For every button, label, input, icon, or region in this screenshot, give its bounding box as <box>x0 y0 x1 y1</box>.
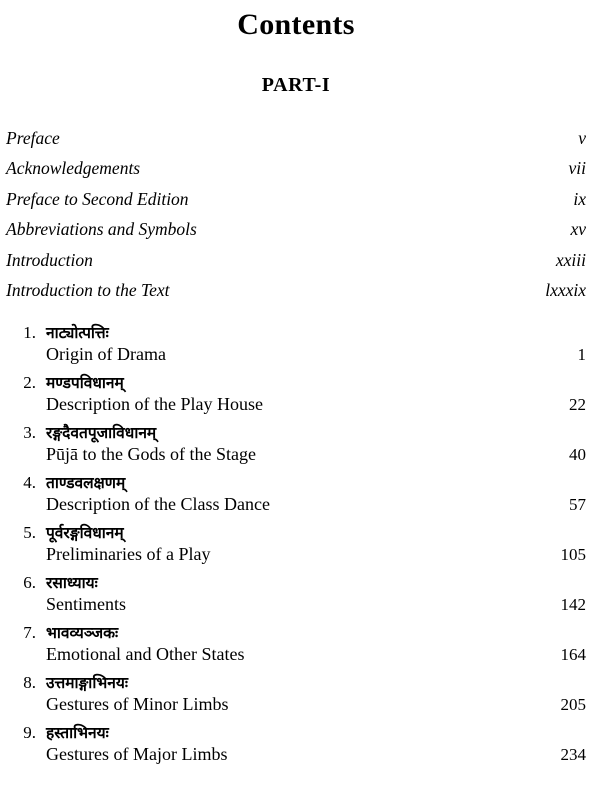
front-matter-label: Acknowledgements <box>6 158 141 178</box>
chapter-sanskrit-title: रसाध्यायः <box>46 573 98 592</box>
chapter-number: 6. <box>23 572 36 592</box>
front-matter-page: xv <box>570 219 586 239</box>
front-matter-page: v <box>578 127 586 148</box>
chapter-english-row <box>6 744 586 766</box>
part-heading: PART-I <box>261 74 331 96</box>
chapter-number: 2. <box>23 372 36 392</box>
chapter-entry <box>6 672 586 716</box>
chapter-sanskrit-title: हस्ताभिनयः <box>46 723 109 742</box>
chapter-page-number: 234 <box>560 745 586 765</box>
chapter-sanskrit-row <box>6 672 586 693</box>
front-matter-list <box>6 123 586 306</box>
chapter-sanskrit-row <box>6 622 586 643</box>
chapter-sanskrit-title: पूर्वरङ्गविधानम् <box>46 523 124 542</box>
chapter-sanskrit-title: मण्डपविधानम् <box>46 373 124 392</box>
chapter-number: 4. <box>23 472 36 492</box>
chapter-entry <box>6 572 586 616</box>
chapter-page-number: 57 <box>569 495 586 515</box>
chapter-entry <box>6 472 586 516</box>
chapter-sanskrit-row <box>6 572 586 593</box>
front-matter-entry <box>6 154 586 185</box>
chapter-entry <box>6 622 586 666</box>
chapter-page-number: 205 <box>560 695 586 715</box>
chapter-sanskrit-title: भावव्यञ्जकः <box>46 623 119 642</box>
chapter-number: 1. <box>23 323 36 342</box>
chapter-entry <box>6 372 586 416</box>
chapter-list <box>6 322 586 766</box>
chapter-sanskrit-row <box>6 522 586 543</box>
chapter-entry <box>6 522 586 566</box>
front-matter-label: Preface <box>6 127 60 148</box>
chapter-english-row <box>6 544 586 566</box>
chapter-english-row <box>6 394 586 416</box>
chapter-number: 8. <box>23 672 36 692</box>
chapter-english-title: Gestures of Major Limbs <box>46 744 228 765</box>
chapter-english-row <box>6 344 586 366</box>
page-title: Contents <box>237 8 355 41</box>
front-matter-label: Preface to Second Edition <box>6 188 189 209</box>
chapter-number: 9. <box>23 722 36 742</box>
chapter-page-number: 40 <box>569 445 586 465</box>
chapter-english-title: Description of the Class Dance <box>46 494 270 515</box>
front-matter-entry <box>6 215 586 246</box>
contents-page <box>0 6 600 796</box>
front-matter-page: xxiii <box>555 249 586 270</box>
front-matter-entry <box>6 276 586 307</box>
chapter-english-title: Description of the Play House <box>46 394 263 415</box>
front-matter-entry <box>6 245 586 276</box>
chapter-english-row <box>6 494 586 516</box>
chapter-number: 3. <box>23 422 36 442</box>
chapter-english-title: Preliminaries of a Play <box>46 544 211 565</box>
front-matter-page: lxxxix <box>545 280 586 300</box>
chapter-english-row <box>6 594 586 616</box>
chapter-english-title: Gestures of Minor Limbs <box>46 694 229 715</box>
front-matter-page: ix <box>573 188 586 209</box>
chapter-sanskrit-row <box>6 322 586 343</box>
chapter-entry <box>6 422 586 466</box>
chapter-english-title: Emotional and Other States <box>46 644 245 665</box>
chapter-english-title: Sentiments <box>46 594 126 615</box>
chapter-page-number: 142 <box>560 595 586 615</box>
chapter-english-row <box>6 444 586 466</box>
chapter-sanskrit-row <box>6 722 586 743</box>
chapter-sanskrit-row <box>6 422 586 443</box>
front-matter-label: Introduction to the Text <box>6 280 170 300</box>
chapter-entry <box>6 722 586 766</box>
chapter-sanskrit-row <box>6 472 586 493</box>
chapter-entry <box>6 322 586 366</box>
chapter-sanskrit-title: नाट्योत्पत्तिः <box>46 324 109 342</box>
chapter-number: 7. <box>23 622 36 642</box>
front-matter-entry <box>6 184 586 215</box>
chapter-number: 5. <box>23 522 36 542</box>
front-matter-page: vii <box>568 158 586 178</box>
chapter-sanskrit-title: रङ्गदैवतपूजाविधानम् <box>46 423 157 442</box>
front-matter-label: Introduction <box>6 249 93 270</box>
chapter-page-number: 1 <box>577 345 586 365</box>
chapter-page-number: 164 <box>560 645 586 665</box>
chapter-english-title: Origin of Drama <box>46 344 166 365</box>
chapter-english-row <box>6 644 586 666</box>
chapter-sanskrit-row <box>6 372 586 393</box>
front-matter-entry <box>6 123 586 154</box>
chapter-english-row <box>6 694 586 716</box>
chapter-page-number: 105 <box>560 545 586 565</box>
chapter-sanskrit-title: ताण्डवलक्षणम् <box>46 473 126 492</box>
chapter-english-title: Pūjā to the Gods of the Stage <box>46 444 256 465</box>
front-matter-label: Abbreviations and Symbols <box>6 219 197 239</box>
chapter-sanskrit-title: उत्तमाङ्गाभिनयः <box>46 673 128 692</box>
chapter-page-number: 22 <box>569 395 586 415</box>
